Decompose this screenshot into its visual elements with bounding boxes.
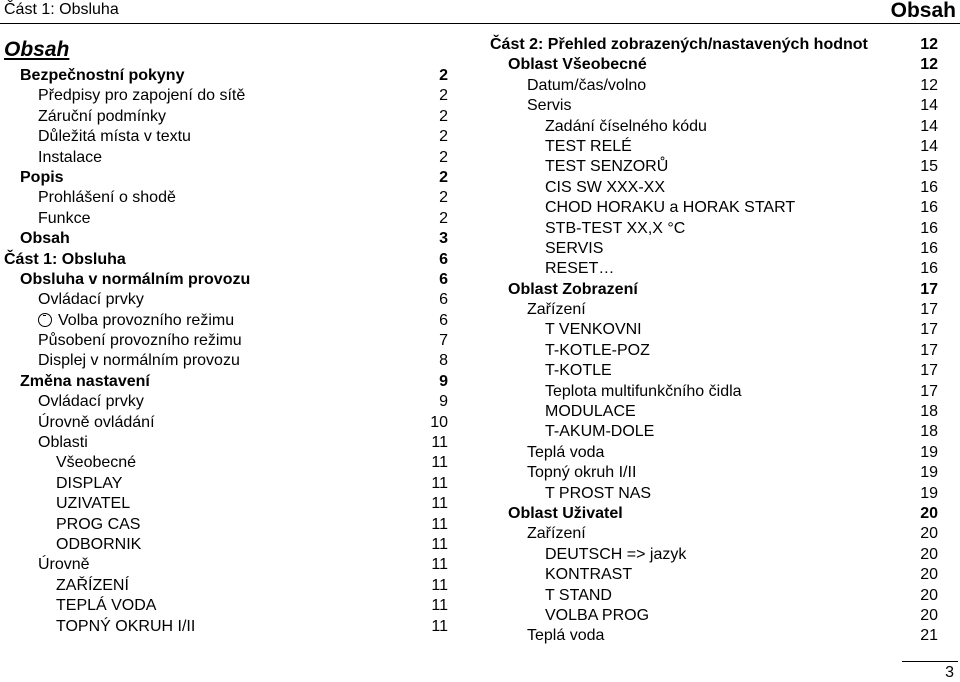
toc-entry-text: Datum/čas/volno bbox=[527, 76, 647, 94]
toc-entry-title bbox=[545, 422, 654, 442]
toc-entry-title bbox=[527, 76, 646, 96]
toc-entry-page: 2 bbox=[439, 67, 448, 84]
toc-entry-text: Teplá voda bbox=[527, 443, 605, 461]
toc-entry-title bbox=[545, 586, 612, 606]
toc-entry[interactable] bbox=[0, 535, 448, 555]
toc-entry-title bbox=[38, 311, 234, 331]
toc-entry[interactable] bbox=[0, 86, 448, 106]
toc-entry[interactable] bbox=[490, 565, 938, 585]
toc-entry-title bbox=[545, 320, 642, 340]
toc-entry-title bbox=[56, 515, 140, 535]
toc-entry-text: RESET… bbox=[545, 260, 615, 278]
toc-entry[interactable] bbox=[490, 524, 938, 544]
toc-entry-text: KONTRAST bbox=[545, 566, 633, 584]
toc-entry-text: TOPNÝ OKRUH I/II bbox=[56, 617, 196, 635]
toc-entry[interactable] bbox=[490, 586, 938, 606]
toc-entry-title bbox=[545, 157, 668, 177]
toc-entry-title bbox=[545, 137, 632, 157]
toc-entry-page: 17 bbox=[920, 321, 938, 339]
toc-entry[interactable] bbox=[0, 596, 448, 616]
toc-entry-title bbox=[38, 413, 155, 433]
toc-entry-text: Oblasti bbox=[38, 434, 88, 452]
toc-entry-page: 11 bbox=[431, 597, 448, 615]
toc-entry-page: 7 bbox=[439, 332, 448, 350]
toc-entry[interactable] bbox=[0, 311, 448, 331]
toc-entry-text: MODULACE bbox=[545, 403, 636, 421]
toc-entry-title bbox=[38, 127, 191, 147]
toc-entry-page: 18 bbox=[920, 423, 938, 441]
toc-entry[interactable] bbox=[490, 35, 938, 55]
toc-entry-title bbox=[20, 229, 70, 249]
toc-entry-title bbox=[545, 545, 686, 565]
toc-entry-title bbox=[527, 300, 586, 320]
toc-entry[interactable] bbox=[0, 148, 448, 168]
toc-entry-page: 6 bbox=[439, 291, 448, 309]
toc-entry-title bbox=[20, 168, 64, 188]
toc-entry-title bbox=[527, 626, 604, 646]
toc-entry[interactable] bbox=[490, 422, 938, 442]
toc-entry-page: 11 bbox=[431, 454, 448, 472]
toc-entry-title bbox=[545, 606, 649, 626]
toc-entry[interactable] bbox=[0, 617, 448, 637]
toc-entry-title bbox=[545, 565, 632, 585]
toc-entry-title bbox=[38, 331, 242, 351]
toc-entry-text: STB-TEST XX,X °C bbox=[545, 219, 686, 237]
toc-entry-text: Obsluha v normálním provozu bbox=[20, 270, 251, 288]
toc-entry[interactable] bbox=[0, 270, 448, 290]
page-title: Obsah bbox=[4, 38, 70, 61]
toc-entry-title bbox=[545, 382, 742, 402]
toc-entry[interactable] bbox=[490, 320, 938, 340]
toc-entry-title bbox=[545, 117, 707, 137]
toc-entry-page: 2 bbox=[439, 87, 448, 105]
toc-entry[interactable] bbox=[490, 117, 938, 137]
toc-entry-page: 18 bbox=[920, 403, 938, 421]
toc-entry-page: 20 bbox=[920, 504, 938, 522]
toc-entry-text: Volba provozního režimu bbox=[58, 311, 235, 329]
toc-entry-title bbox=[38, 351, 240, 371]
toc-entry-text: T-AKUM-DOLE bbox=[545, 423, 655, 441]
toc-entry-text: Obsah bbox=[20, 230, 70, 248]
toc-entry-page: 14 bbox=[920, 137, 938, 155]
toc-entry-page: 2 bbox=[439, 189, 448, 207]
toc-entry-text: Bezpečnostní pokyny bbox=[20, 67, 185, 84]
toc-entry[interactable] bbox=[0, 250, 448, 270]
toc-entry-page: 20 bbox=[920, 586, 938, 604]
toc-entry[interactable] bbox=[490, 137, 938, 157]
toc-entry-text: Popis bbox=[20, 168, 64, 186]
toc-entry[interactable] bbox=[490, 178, 938, 198]
toc-entry-text: Oblast Všeobecné bbox=[508, 56, 647, 74]
toc-entry[interactable] bbox=[0, 331, 448, 351]
toc-entry-text: Oblast Uživatel bbox=[508, 504, 623, 522]
toc-entry-page: 19 bbox=[920, 464, 938, 482]
toc-entry-text: Teplá voda bbox=[527, 627, 605, 645]
page-number: 3 bbox=[945, 664, 954, 681]
toc-entry-page: 19 bbox=[920, 484, 938, 502]
running-header-title: Obsah bbox=[890, 0, 956, 22]
toc-entry-title bbox=[545, 259, 614, 279]
toc-entry-page: 12 bbox=[920, 36, 938, 53]
toc-entry-page: 16 bbox=[920, 178, 938, 196]
toc-entry-page: 3 bbox=[439, 230, 448, 248]
toc-entry-text: DISPLAY bbox=[56, 474, 123, 492]
toc-entry-page: 17 bbox=[920, 362, 938, 380]
toc-entry[interactable] bbox=[0, 413, 448, 433]
toc-entry-page: 2 bbox=[439, 209, 448, 227]
toc-entry[interactable] bbox=[490, 504, 938, 524]
toc-entry-text: Úrovně ovládání bbox=[38, 413, 155, 431]
toc-entry[interactable] bbox=[0, 107, 448, 127]
toc-entry-text: Displej v normálním provozu bbox=[38, 352, 240, 370]
toc-entry-page: 12 bbox=[920, 56, 938, 74]
toc-entry-text: VOLBA PROG bbox=[545, 606, 650, 624]
toc-entry-title bbox=[56, 535, 141, 555]
toc-entry-title bbox=[56, 494, 130, 514]
toc-entry-page: 17 bbox=[920, 301, 938, 319]
toc-entry-page: 17 bbox=[920, 280, 938, 298]
toc-entry[interactable] bbox=[0, 188, 448, 208]
running-header-section: Část 1: Obsluha bbox=[4, 1, 119, 18]
toc-entry-text: T-KOTLE bbox=[545, 362, 612, 380]
toc-entry-page: 16 bbox=[920, 239, 938, 257]
toc-entry-title bbox=[545, 402, 636, 422]
toc-entry-page: 10 bbox=[430, 413, 448, 431]
toc-entry-page: 11 bbox=[431, 556, 448, 574]
toc-entry[interactable] bbox=[490, 484, 938, 504]
toc-entry[interactable] bbox=[490, 157, 938, 177]
toc-entry[interactable] bbox=[0, 433, 448, 453]
toc-entry-title bbox=[545, 361, 612, 381]
toc-entry-text: UZIVATEL bbox=[56, 495, 131, 513]
toc-entry-title bbox=[38, 392, 144, 412]
toc-entry-page: 16 bbox=[920, 260, 938, 278]
toc-entry-text: TEST RELÉ bbox=[545, 137, 632, 155]
toc-entry-page: 11 bbox=[431, 474, 448, 492]
toc-entry-page: 20 bbox=[920, 566, 938, 584]
toc-entry-text: Část 1: Obsluha bbox=[4, 250, 126, 268]
toc-entry-title bbox=[56, 453, 136, 473]
toc-entry-title bbox=[56, 474, 122, 494]
toc-entry-title bbox=[545, 484, 651, 504]
toc-entry[interactable] bbox=[0, 474, 448, 494]
toc-entry-text: T-KOTLE-POZ bbox=[545, 341, 650, 359]
toc-entry[interactable] bbox=[490, 76, 938, 96]
toc-entry-text: Působení provozního režimu bbox=[38, 332, 242, 350]
toc-entry-page: 6 bbox=[439, 311, 448, 329]
toc-entry[interactable] bbox=[0, 351, 448, 371]
toc-entry-page: 6 bbox=[439, 250, 448, 268]
toc-entry-title bbox=[20, 66, 184, 86]
toc-entry-title bbox=[545, 219, 685, 239]
toc-entry-text: Ovládací prvky bbox=[38, 393, 144, 411]
toc-entry[interactable] bbox=[490, 606, 938, 626]
toc-entry-title bbox=[508, 504, 623, 524]
toc-entry-title bbox=[4, 250, 126, 270]
toc-entry-title bbox=[20, 372, 150, 392]
toc-entry-text: Servis bbox=[527, 97, 572, 115]
toc-entry-page: 11 bbox=[431, 535, 448, 553]
toc-entry-text: TEST SENZORŮ bbox=[545, 158, 669, 176]
toc-entry-page: 15 bbox=[920, 158, 938, 176]
toc-entry-title bbox=[527, 463, 636, 483]
toc-entry-text: ZAŘÍZENÍ bbox=[56, 576, 129, 594]
toc-right-column bbox=[490, 35, 938, 647]
toc-entry-title bbox=[20, 270, 250, 290]
toc-entry-text: DEUTSCH => jazyk bbox=[545, 545, 687, 563]
toc-entry[interactable] bbox=[0, 372, 448, 392]
toc-entry-title bbox=[545, 341, 650, 361]
toc-entry-text: PROG CAS bbox=[56, 515, 141, 533]
toc-entry-title bbox=[527, 443, 604, 463]
toc-entry-title bbox=[56, 596, 156, 616]
toc-entry[interactable] bbox=[0, 127, 448, 147]
toc-entry[interactable] bbox=[490, 382, 938, 402]
toc-entry[interactable] bbox=[0, 290, 448, 310]
toc-entry-title bbox=[38, 188, 176, 208]
toc-entry-page: 2 bbox=[439, 168, 448, 186]
toc-entry-title bbox=[545, 239, 603, 259]
toc-entry[interactable] bbox=[0, 66, 448, 86]
toc-entry-text: Zařízení bbox=[527, 525, 586, 543]
toc-entry-page: 14 bbox=[920, 117, 938, 135]
toc-entry-page: 11 bbox=[431, 495, 448, 513]
toc-entry[interactable] bbox=[490, 219, 938, 239]
toc-entry-page: 20 bbox=[920, 525, 938, 543]
toc-entry[interactable] bbox=[0, 555, 448, 575]
toc-entry-text: Důležitá místa v textu bbox=[38, 128, 191, 146]
toc-entry-text: SERVIS bbox=[545, 239, 604, 257]
toc-entry-text: Část 2: Přehled zobrazených/nastavených hodnot bbox=[490, 36, 868, 53]
toc-entry-title bbox=[545, 198, 795, 218]
toc-entry[interactable] bbox=[490, 96, 938, 116]
toc-entry-page: 6 bbox=[439, 270, 448, 288]
toc-entry-title bbox=[38, 148, 102, 168]
toc-entry-title bbox=[56, 576, 129, 596]
toc-entry[interactable] bbox=[0, 515, 448, 535]
toc-entry[interactable] bbox=[0, 576, 448, 596]
toc-entry-page: 11 bbox=[431, 576, 448, 594]
toc-entry-text: Ovládací prvky bbox=[38, 291, 144, 309]
toc-entry[interactable] bbox=[490, 300, 938, 320]
toc-entry-title bbox=[508, 280, 638, 300]
toc-entry[interactable] bbox=[490, 402, 938, 422]
toc-entry-text: Prohlášení o shodě bbox=[38, 189, 176, 207]
toc-entry-page: 16 bbox=[920, 219, 938, 237]
toc-entry[interactable] bbox=[0, 229, 448, 249]
toc-entry-title bbox=[38, 433, 88, 453]
toc-entry-title bbox=[38, 290, 144, 310]
toc-entry-page: 16 bbox=[920, 199, 938, 217]
toc-entry-title bbox=[508, 55, 647, 75]
toc-entry-title bbox=[38, 86, 245, 106]
toc-entry-page: 2 bbox=[439, 107, 448, 125]
toc-entry-page: 17 bbox=[920, 341, 938, 359]
toc-entry[interactable] bbox=[490, 55, 938, 75]
toc-entry-title bbox=[38, 107, 166, 127]
toc-entry-page: 19 bbox=[920, 443, 938, 461]
toc-entry[interactable] bbox=[0, 453, 448, 473]
toc-entry[interactable] bbox=[0, 168, 448, 188]
toc-entry-page: 11 bbox=[431, 617, 448, 635]
toc-entry[interactable] bbox=[490, 545, 938, 565]
toc-entry-text: Záruční podmínky bbox=[38, 107, 167, 125]
toc-entry-text: CHOD HORAKU a HORAK START bbox=[545, 199, 796, 217]
toc-entry-page: 2 bbox=[439, 148, 448, 166]
header-divider bbox=[0, 23, 960, 24]
toc-entry-page: 20 bbox=[920, 545, 938, 563]
toc-entry[interactable] bbox=[490, 198, 938, 218]
toc-entry-title bbox=[38, 555, 90, 575]
toc-entry-page: 2 bbox=[439, 128, 448, 146]
toc-entry-page: 11 bbox=[431, 515, 448, 533]
toc-entry-title bbox=[527, 524, 586, 544]
toc-entry-text: T PROST NAS bbox=[545, 484, 652, 502]
toc-entry-page: 14 bbox=[920, 97, 938, 115]
toc-entry-page: 9 bbox=[439, 372, 448, 390]
toc-entry-title bbox=[545, 178, 665, 198]
toc-entry[interactable] bbox=[490, 443, 938, 463]
toc-entry-page: 17 bbox=[920, 382, 938, 400]
toc-entry-text: Funkce bbox=[38, 209, 91, 227]
toc-entry-title bbox=[56, 617, 195, 637]
toc-entry-title bbox=[490, 35, 868, 55]
toc-entry-page: 11 bbox=[431, 434, 448, 452]
toc-entry[interactable] bbox=[0, 209, 448, 229]
toc-entry[interactable] bbox=[490, 239, 938, 259]
toc-entry-text: T VENKOVNI bbox=[545, 321, 642, 339]
toc-entry-text: ODBORNIK bbox=[56, 535, 142, 553]
toc-entry[interactable] bbox=[0, 494, 448, 514]
toc-entry[interactable] bbox=[490, 341, 938, 361]
toc-entry-page: 8 bbox=[439, 352, 448, 370]
toc-entry[interactable] bbox=[0, 392, 448, 412]
toc-entry-text: Zadání číselného kódu bbox=[545, 117, 707, 135]
toc-entry-page: 20 bbox=[920, 606, 938, 624]
toc-entry[interactable] bbox=[490, 626, 938, 646]
footer-divider bbox=[902, 661, 958, 662]
toc-entry-text: Zařízení bbox=[527, 301, 586, 319]
toc-left-column bbox=[0, 66, 448, 637]
toc-entry-page: 12 bbox=[920, 76, 938, 94]
toc-entry-text: Oblast Zobrazení bbox=[508, 280, 638, 298]
toc-entry-text: Změna nastavení bbox=[20, 372, 150, 390]
toc-entry[interactable] bbox=[490, 463, 938, 483]
toc-entry-text: Topný okruh I/II bbox=[527, 464, 637, 482]
toc-entry-text: TEPLÁ VODA bbox=[56, 597, 157, 615]
toc-entry-text: Úrovně bbox=[38, 556, 90, 574]
toc-entry-page: 9 bbox=[439, 393, 448, 411]
toc-entry-title bbox=[527, 96, 571, 116]
toc-entry-title bbox=[38, 209, 90, 229]
toc-entry-text: Teplota multifunkčního čidla bbox=[545, 382, 742, 400]
toc-entry-page: 21 bbox=[920, 627, 938, 645]
mode-selector-icon bbox=[38, 313, 52, 327]
toc-entry-text: Instalace bbox=[38, 148, 103, 166]
toc-entry-text: Všeobecné bbox=[56, 454, 137, 472]
toc-entry-text: CIS SW XXX-XX bbox=[545, 178, 666, 196]
toc-entry[interactable] bbox=[490, 280, 938, 300]
toc-entry-text: Předpisy pro zapojení do sítě bbox=[38, 87, 246, 105]
toc-entry-text: T STAND bbox=[545, 586, 612, 604]
toc-entry[interactable] bbox=[490, 361, 938, 381]
toc-entry[interactable] bbox=[490, 259, 938, 279]
